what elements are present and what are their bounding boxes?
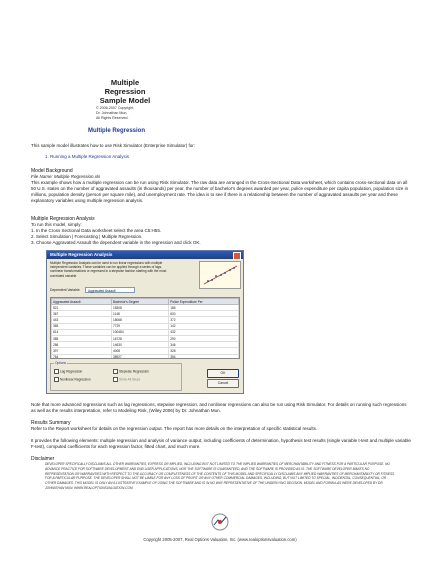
analysis-step: 3. Choose Aggravated Assault the dependent variable in the regression and click OK. [31,240,201,245]
analysis-step: 2. Select Simulation | Forecasting | Multiple Regression. [31,234,143,239]
regression-illustration [199,261,241,289]
checkbox-icon[interactable] [54,377,59,382]
section-heading: Multiple Regression [88,128,146,134]
table-cell: 346 [169,342,239,348]
analysis-step: 1. In the Cross Sectional Data worksheet select the area C5:H55. [31,228,162,233]
background-heading: Model Background [31,168,73,174]
lag-regression-option[interactable] [54,369,82,374]
option-label: Stepwise Regression [119,369,149,374]
file-name-line: File Name: Multiple Regression.xls [31,174,101,179]
stepwise-regression-option[interactable] [113,369,149,374]
table-row[interactable] [52,354,239,359]
table-cell: 367 [52,311,112,317]
option-label: Show All Steps [119,377,141,382]
table-cell: 1148 [111,311,168,317]
copyright-block [96,106,166,121]
table-cell: 286 [52,342,112,348]
dependent-label: Dependent Variable [50,288,80,292]
table-cell: 100484 [111,329,168,335]
copyright-line: © 2006-2007 Copyright, [96,106,135,110]
footer-copyright: Copyright 2005-2007, Real Options Valuation, Inc. (www.realoptionsvaluation.com) [143,537,297,542]
table-cell: 365 [52,323,112,329]
column-header: Police Expenditure Per [169,299,239,305]
table-cell: 4008 [111,348,168,354]
table-cell: 600 [169,311,239,317]
nonlinear-regression-option[interactable] [54,377,91,382]
analysis-heading: Multiple Regression Analysis [31,216,95,222]
table-cell: 521 [52,305,112,311]
options-group [50,363,182,391]
document-title [90,78,160,105]
company-logo [209,513,231,533]
copyright-line: Dr. Johnathan Mun, [96,111,128,115]
results-heading: Results Summary [31,420,71,426]
table-cell: 372 [169,317,239,323]
table-cell: 18308 [111,305,168,311]
options-label: Options [55,361,66,365]
table-cell: 18068 [111,317,168,323]
table-cell: 185 [169,305,239,311]
table-cell: 328 [169,348,239,354]
checkbox-icon[interactable] [113,377,118,382]
table-cell: 142 [169,323,239,329]
close-icon[interactable] [233,252,241,260]
table-cell: 290 [169,335,239,341]
copyright-line: All Rights Reserved. [96,116,129,120]
table-cell: 354 [169,354,239,359]
toc-link[interactable]: 1. Running a Multiple Regression Analysis [45,154,130,159]
table-cell: 614 [52,329,112,335]
background-body: This example shows how a multiple regression can be run using Risk Simulator. The raw data are arranged in the Cross-Sectional Data worksheet, which contains cross-sectional data on all 50 U.S. states on the number of aggravated assaults (in thousands) per year, the number of bachelor's degrees awarded per year, police expenditure per capita population, population size in millions, population density (person per square mile), and unemployment rate. The idea is to see if there is a relationship between the number of aggravated assaults per year and these explanatory variables using multiple regression analysis. [31,180,409,203]
table-cell: 397 [52,348,112,354]
table-cell: 38927 [111,354,168,359]
dialog-title: Multiple Regression Analysis [50,252,113,257]
title-line-1: Multiple [110,78,140,87]
regression-dialog [46,250,244,394]
cancel-button[interactable]: Cancel [207,379,239,388]
data-grid [50,297,240,359]
checkbox-icon[interactable] [113,369,118,374]
dialog-description: Multiple Regression Analysis can be used to run linear regressions with multiple independent variables. These variables can be applied through a series of lags, nonlinear transformations or regressed in a stepwise fashion starting with the most correlated variable. [50,261,167,278]
show-all-steps-option[interactable] [113,377,140,382]
advanced-note: Note that more advanced regressions such as lag regressions, stepwise regression, and nonlinear regressions can also be run using Risk Simulator. For details on running such regressions as well as the results interpretation, refer to Modeling Risk, (Wiley 2006) by Dr. Johnathan Mun. [31,402,407,413]
table-cell: 16728 [111,335,168,341]
option-label: Lag Regression [60,369,83,374]
disclaimer-body: DEVELOPER SPECIFICALLY DISCLAIMS ALL OTHER WARRANTIES, EXPRESS OR IMPLIED, INCLUDING BUT NOT LIMITED TO THE IMPLIED WARRANTIES OF MERCHANTABILITY AND FITNESS FOR A PARTICULAR PURPOSE. NO ADVANCE PRACTICE FOR SOFTWARE DEVELOPMENT AND END-USER APPLICATIONS, NOR THE SOFTWARE IS GUARANTEED, AND THE SOFTWARE IS PROVIDED AS IS. THE SOFTWARE DEVELOPER MAKES NO REPRESENTATION OR WARRANTIES WITH RESPECT TO THE ACCURACY OR COMPLETENESS OF THE CONTENTS OF THIS MODEL AND SPECIFICALLY DISCLAIMS ANY IMPLIED WARRANTIES OF MERCHANTABILITY OR FITNESS FOR A PARTICULAR PURPOSE. THE DEVELOPER SHALL NOT BE LIABLE FOR ANY LOSS OF PROFIT OR ANY OTHER COMMERCIAL DAMAGES, INCLUDING, BUT NOT LIMITED TO SPECIAL, INCIDENTAL, CONSEQUENTIAL, OR OTHER DAMAGES. THIS MODEL IS ONLY AN ILLUSTRATIVE EXAMPLE OF USING THE SOFTWARE AND IS IN NO WAY REPRESENTATIVE OF THE UNDERLYING DECISION. MODEL AND FORMULAS WERE DEVELOPED BY DR. JOHNATHAN MUN. WWW.REALOPTIONSVALUATION.COM [45,462,395,490]
results-line: It provides the following elements: multiple regression and analysis of variance output, including coefficients of determination, hypothesis test results (single variable t-test and multiple variable F-test), computed coefficients for each regression factor, fitted chart, and much more. [31,438,411,449]
ok-button[interactable]: OK [207,369,239,378]
dependent-variable-select[interactable]: Aggravated Assault [85,287,135,293]
column-header: Bachelor's Degree [111,299,168,305]
table-cell: 14630 [111,342,168,348]
table-cell: 443 [52,317,112,323]
disclaimer-heading: Disclaimer [31,456,55,462]
table-cell: 764 [52,354,112,359]
table-cell: 385 [52,335,112,341]
column-header: Aggravated Assault [52,299,112,305]
results-line: Refer to the Report worksheet for details on the regression output. The report has more details on the interpretation of specific statistical results. [31,426,318,431]
analysis-intro: To run this model, simply: [31,222,82,227]
dialog-title-bar [47,251,243,259]
title-line-3: Sample Model [99,96,151,105]
option-label: Nonlinear Regression [60,377,91,382]
table-cell: 432 [169,329,239,335]
table-cell: 7729 [111,323,168,329]
checkbox-icon[interactable] [54,369,59,374]
title-line-2: Regression [104,87,146,96]
intro-text: This sample model illustrates how to use Risk Simulator (Enterprise Simulator) for: [31,143,196,148]
